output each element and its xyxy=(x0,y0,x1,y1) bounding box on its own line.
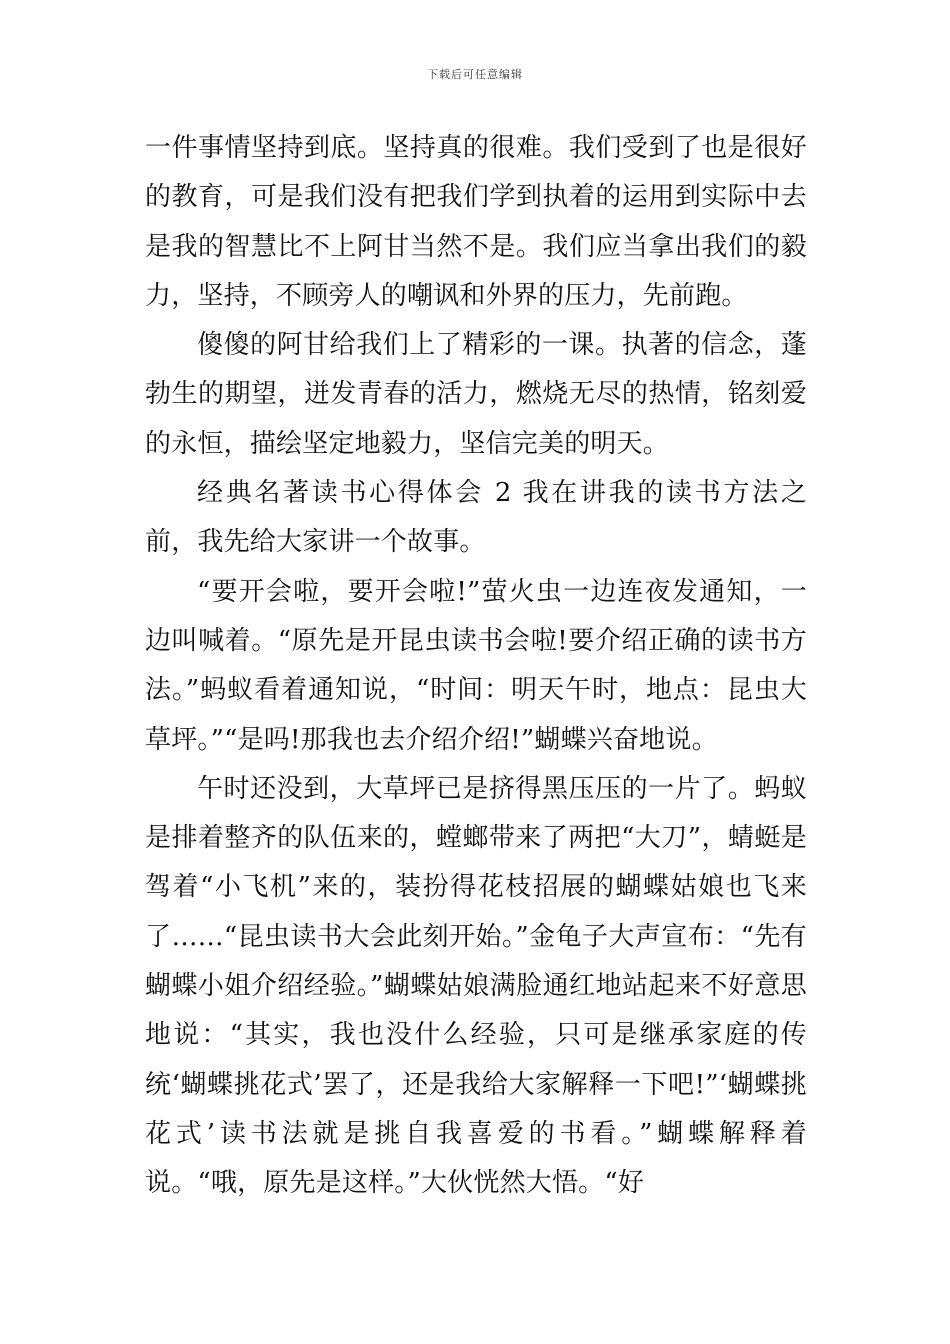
paragraph-5: 午时还没到，大草坪已是挤得黑压压的一片了。蚂蚁是排着整齐的队伍来的，螳螂带来了两把“大刀”，蜻蜓是驾着“小飞机”来的，装扮得花枝招展的蝴蝶姑娘也飞来了……“昆虫读书大会此刻开始。”金龟子大声宣布：“先有蝴蝶小姐介绍经验。”蝴蝶姑娘满脸通红地站起来不好意思地说：“其实，我也没什么经验，只可是继承家庭的传统‘蝴蝶挑花式’罢了，还是我给大家解释一下吧!”‘蝴蝶挑花式’读书法就是挑自我喜爱的书看。”蝴蝶解释着说。“哦，原先是这样。”大伙恍然大悟。“好 xyxy=(145,773,807,1199)
paragraph-4: “要开会啦，要开会啦!”萤火虫一边连夜发通知，一边叫喊着。“原先是开昆虫读书会啦!要介绍正确的读书方法。”蚂蚁看着通知说，“时间：明天午时，地点：昆虫大草坪。”“是吗!那我也去介绍介绍!”蝴蝶兴奋地说。 xyxy=(145,576,807,755)
paragraph-3: 经典名著读书心得体会 2 我在讲我的读书方法之前，我先给大家讲一个故事。 xyxy=(145,478,807,558)
document-body xyxy=(145,124,807,1209)
page-header: 下载后可任意编辑 xyxy=(427,68,523,81)
paragraph-1: 一件事情坚持到底。坚持真的很难。我们受到了也是很好的教育，可是我们没有把我们学到执着的运用到实际中去是我的智慧比不上阿甘当然不是。我们应当拿出我们的毅力，坚持，不顾旁人的嘲讽和外界的压力，先前跑。 xyxy=(145,133,807,311)
paragraph-2: 傻傻的阿甘给我们上了精彩的一课。执著的信念，蓬勃生的期望，迸发青春的活力，燃烧无尽的热情，铭刻爱的永恒，描绘坚定地毅力，坚信完美的明天。 xyxy=(145,330,807,459)
